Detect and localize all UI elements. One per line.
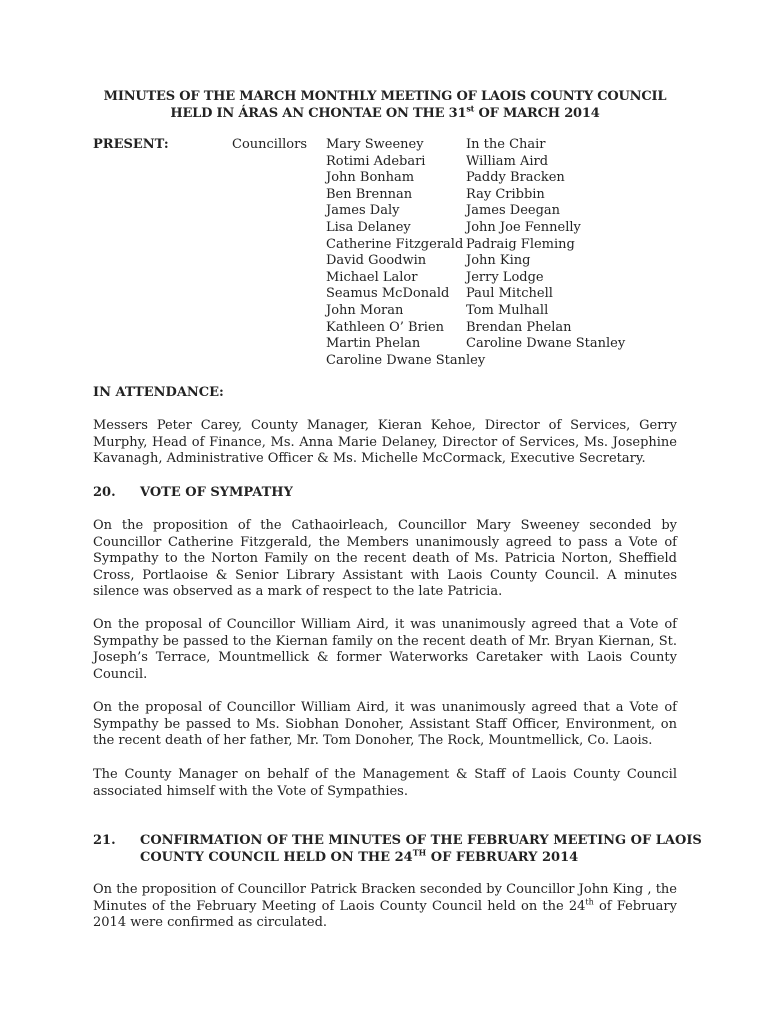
councillor-name: In the Chair (466, 137, 546, 152)
item-21-heading (140, 833, 702, 866)
title-line-2 (60, 105, 710, 122)
councillor-name: James Daly (326, 203, 400, 219)
councillor-column-2 (466, 137, 625, 353)
attendance-text: Messers Peter Carey, County Manager, Kieran Kehoe, Director of Services, Gerry Murphy, Head of Finance, Ms. Anna Marie Delaney, Director of Services, Ms. Josephine Kavanagh, Administrative Officer & Ms. Michelle McCormack, Executive Secretary. (93, 418, 677, 467)
item-21-paragraph-end: of February 2014 were confirmed as circulated. (93, 898, 677, 931)
item-20-paragraph-1: On the proposition of the Cathaoirleach, Councillor Mary Sweeney seconded by Councillor Catherine Fitzgerald, the Members unanimously agreed to pass a Vote of Sympathy to the Norton Family on the recent death of Ms. Patricia Norton, Sheffield Cross, Portlaoise & Senior Library Assistant with Laois County Council. A minutes silence was observed as a mark of respect to the late Patricia. (93, 518, 677, 600)
councillor-name: Martin Phelan (326, 336, 421, 352)
councillor-name: Catherine Fitzgerald (326, 236, 464, 252)
document-title (60, 88, 710, 122)
councillor-name: Mary Sweeney (326, 137, 424, 152)
item-20-paragraph-2: On the proposal of Councillor William Aird, it was unanimously agreed that a Vote of Sympathy be passed to the Kiernan family on the recent death of Mr. Bryan Kiernan, St. Joseph’s Terrace, Mountmellick & former Waterworks Caretaker with Laois County Council. (93, 617, 677, 682)
councillor-name: David Goodwin (326, 253, 427, 269)
councillor-name: Ben Brennan (326, 186, 413, 202)
councillor-name: Lisa Delaney (326, 219, 411, 235)
item-21-heading-line-2-end: OF FEBRUARY 2014 (426, 849, 579, 865)
councillor-name: Paul Mitchell (466, 286, 553, 302)
councillor-name: Caroline Dwane Stanley (466, 336, 626, 352)
item-21-number: 21. (93, 833, 116, 848)
item-20-heading: VOTE OF SYMPATHY (140, 485, 293, 500)
attendance-heading: IN ATTENDANCE: (93, 385, 224, 400)
councillor-name: James Deegan (466, 203, 561, 219)
present-role: Councillors (232, 137, 307, 152)
councillor-name: Ray Cribbin (466, 186, 545, 202)
councillor-name: John Bonham (326, 170, 415, 186)
item-20-number: 20. (93, 485, 116, 500)
item-21-paragraph-sup: th (585, 897, 594, 907)
title-line-1: MINUTES OF THE MARCH MONTHLY MEETING OF LAOIS COUNTY COUNCIL (103, 89, 667, 104)
item-21-heading-line-1: CONFIRMATION OF THE MINUTES OF THE FEBRUARY MEETING OF LAOIS (140, 833, 702, 848)
title-line-2-sup: st (466, 103, 475, 114)
item-21-heading-sup: TH (412, 847, 427, 858)
item-21-paragraph-1 (93, 882, 677, 932)
councillor-name: John Joe Fennelly (466, 219, 581, 235)
councillor-name: Caroline Dwane Stanley (326, 352, 486, 368)
councillor-name: Padraig Fleming (466, 236, 575, 252)
councillor-name: Tom Mulhall (466, 302, 549, 318)
title-line-2-end: OF MARCH 2014 (474, 106, 600, 121)
item-21-paragraph-text: On the proposition of Councillor Patrick Bracken seconded by Councillor John King , the Minutes of the February Meeting of Laois County Council held on the 24 (93, 882, 677, 914)
item-21-heading-line-2-text: COUNTY COUNCIL HELD ON THE 24 (140, 849, 413, 865)
present-label: PRESENT: (93, 137, 169, 152)
councillor-name: William Aird (466, 153, 549, 169)
title-line-2-text: HELD IN ÁRAS AN CHONTAE ON THE 31 (170, 106, 467, 121)
councillor-name: Brendan Phelan (466, 319, 572, 335)
councillor-column-1 (326, 137, 485, 369)
councillor-name: Kathleen O’ Brien (326, 319, 445, 335)
councillor-name: Jerry Lodge (466, 269, 544, 285)
councillor-name: John Moran (326, 302, 404, 318)
councillor-name: John King (466, 253, 531, 269)
councillor-name: Rotimi Adebari (326, 153, 426, 169)
item-20-paragraph-4: The County Manager on behalf of the Management & Staff of Laois County Council associated himself with the Vote of Sympathies. (93, 767, 677, 799)
item-21-heading-line-2 (140, 847, 702, 867)
item-20-paragraph-3: On the proposal of Councillor William Aird, it was unanimously agreed that a Vote of Sympathy be passed to Ms. Siobhan Donoher, Assistant Staff Officer, Environment, on the recent death of her father, Mr. Tom Donoher, The Rock, Mountmellick, Co. Laois. (93, 700, 677, 749)
councillor-name: Michael Lalor (326, 269, 418, 285)
councillor-name: Paddy Bracken (466, 170, 565, 186)
councillor-name: Seamus McDonald (326, 286, 450, 302)
